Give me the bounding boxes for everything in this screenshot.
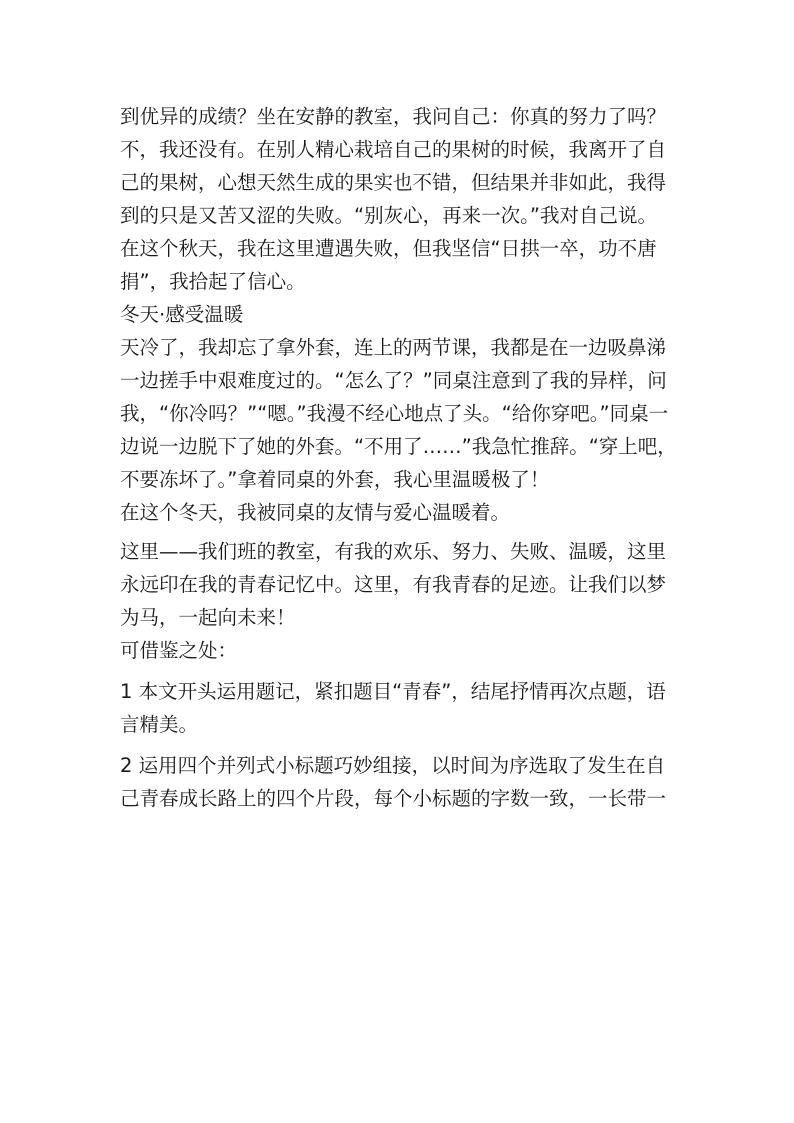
paragraph-line: 在这个冬天，我被同桌的友情与爱心温暖着。 (120, 501, 511, 524)
paragraph-line: 我，“你冷吗？”“嗯。”我漫不经心地点了头。“给你穿吧。”同桌一 (120, 402, 669, 425)
paragraph-line: 在这个秋天，我在这里遭遇失败，但我坚信“日拱一卒，功不唐 (120, 237, 657, 260)
paragraph-line: 永远印在我的青春记忆中。这里，有我青春的足迹。让我们以梦 (120, 573, 667, 596)
paragraph-line: 天冷了，我却忘了拿外套，连上的两节课，我都是在一边吸鼻涕 (120, 336, 667, 359)
section-heading-winter: 冬天·感受温暖 (120, 303, 244, 326)
paragraph-line: 一边搓手中艰难度过的。“怎么了？”同桌注意到了我的异样，问 (120, 369, 667, 392)
section-heading-lessons: 可借鉴之处： (120, 639, 238, 662)
paragraph-line: 不，我还没有。在别人精心栽培自己的果树的时候，我离开了自 (120, 138, 667, 161)
list-item-1: 1 本文开头运用题记，紧扣题目“青春”，结尾抒情再次点题，语 (120, 680, 666, 703)
paragraph-line: 己的果树，心想天然生成的果实也不错，但结果并非如此，我得 (120, 171, 667, 194)
spacer (120, 667, 690, 675)
paragraph-line: 言精美。 (120, 713, 199, 736)
paragraph-line: 己青春成长路上的四个片段，每个小标题的字数一致，一长带一 (120, 787, 667, 810)
paragraph-line: 不要冻坏了。”拿着同桌的外套，我心里温暖极了！ (120, 468, 550, 491)
paragraph-line: 为马，一起向未来！ (120, 606, 296, 629)
spacer (120, 741, 690, 749)
paragraph-line: 到的只是又苦又涩的失败。“别灰心，再来一次。”我对自己说。 (120, 204, 657, 227)
paragraph-line: 这里——我们班的教室，有我的欢乐、努力、失败、温暖，这里 (120, 540, 667, 563)
paragraph-line: 边说一边脱下了她的外套。“不用了……”我急忙推辞。“穿上吧， (120, 435, 677, 458)
paragraph-line: 到优异的成绩？坐在安静的教室，我问自己：你真的努力了吗？ (120, 105, 667, 128)
list-item-2: 2 运用四个并列式小标题巧妙组接，以时间为序选取了发生在自 (120, 754, 666, 777)
document-body (120, 100, 690, 815)
paragraph-line: 捐”，我拾起了信心。 (120, 270, 306, 293)
